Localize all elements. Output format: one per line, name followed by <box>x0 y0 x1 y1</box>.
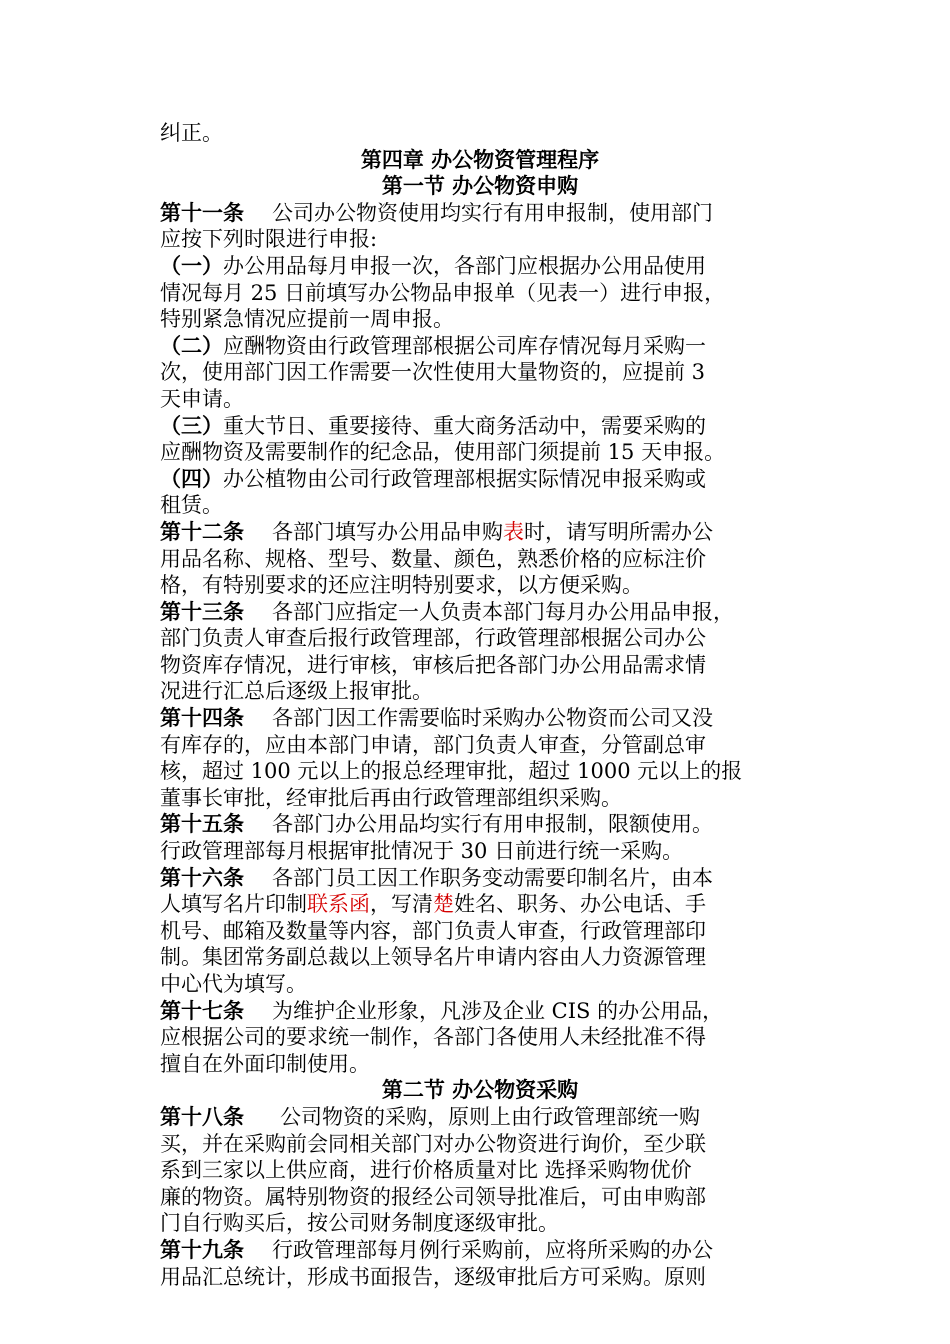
text-line: 中心代为填写。 <box>160 972 307 996</box>
text-line: 门自行购买后，按公司财务制度逐级审批。 <box>160 1211 559 1236</box>
text-line: 纠正。 <box>160 121 223 145</box>
item-4: （四）办公植物由公司行政管理部根据实际情况申报采购或 <box>160 465 706 491</box>
article-18: 第十八条 公司物资的采购，原则上由行政管理部统一购 <box>160 1103 700 1129</box>
article-13: 第十三条 各部门应指定一人负责本部门每月办公用品申报， <box>160 598 734 624</box>
text-line: 物资库存情况，进行审核，审核后把各部门办公用品需求情 <box>160 652 706 677</box>
article-12: 第十二条 各部门填写办公用品申购表时，请写明所需办公 <box>160 518 713 544</box>
text-line: 情况每月 25 日前填写办公物品申报单（见表一）进行申报， <box>160 280 726 305</box>
chapter-heading: 第四章 办公物资管理程序 <box>360 146 600 172</box>
text-line: 人填写名片印制联系函，写清楚姓名、职务、办公电话、手 <box>160 892 706 917</box>
article-label: 第十七条 <box>160 997 244 1023</box>
article-label: 第十三条 <box>160 598 244 624</box>
item-label: （二） <box>160 332 223 358</box>
article-label: 第十二条 <box>160 518 244 544</box>
text-line: 天申请。 <box>160 386 244 411</box>
article-15: 第十五条 各部门办公用品均实行有用申报制，限额使用。 <box>160 811 713 837</box>
item-2: （二）应酬物资由行政管理部根据公司库存情况每月采购一 <box>160 332 706 358</box>
text-line: 况进行汇总后逐级上报审批。 <box>160 679 433 704</box>
article-label: 第十六条 <box>160 864 244 890</box>
text-line: 董事长审批，经审批后再由行政管理部组织采购。 <box>160 785 622 810</box>
article-19: 第十九条 行政管理部每月例行采购前，应将所采购的办公 <box>160 1236 713 1262</box>
text-line: 租赁。 <box>160 493 223 518</box>
article-11: 第十一条 公司办公物资使用均实行有用申报制，使用部门 <box>160 199 713 225</box>
text-line: 行政管理部每月根据审批情况于 30 日前进行统一采购。 <box>160 839 684 864</box>
item-3: （三）重大节日、重要接待、重大商务活动中，需要采购的 <box>160 412 706 438</box>
text-line: 格，有特别要求的还应注明特别要求，以方便采购。 <box>160 573 643 598</box>
section-heading: 第一节 办公物资申购 <box>381 173 579 199</box>
text-line: 机号、邮箱及数量等内容，部门负责人审查，行政管理部印 <box>160 918 706 943</box>
text-line: 有库存的，应由本部门申请，部门负责人审查，分管副总审 <box>160 732 706 757</box>
article-label: 第十五条 <box>160 811 244 837</box>
text-line: 用品汇总统计，形成书面报告，逐级审批后方可采购。原则 <box>160 1264 706 1289</box>
article-label: 第十八条 <box>160 1103 244 1129</box>
text-line: 应按下列时限进行申报: <box>160 227 378 252</box>
item-label: （三） <box>160 412 223 438</box>
text-line: 用品名称、规格、型号、数量、颜色，熟悉价格的应标注价 <box>160 546 706 571</box>
text-line: 买，并在采购前会同相关部门对办公物资进行询价，至少联 <box>160 1131 706 1156</box>
text-line: 应酬物资及需要制作的纪念品，使用部门须提前 15 天申报。 <box>160 440 726 465</box>
item-label: （一） <box>160 252 223 278</box>
item-label: （四） <box>160 465 223 491</box>
text-line: 核，超过 100 元以上的报总经理审批，超过 1000 元以上的报 <box>160 759 743 784</box>
text-line: 应根据公司的要求统一制作，各部门各使用人未经批准不得 <box>160 1025 706 1050</box>
highlighted-text: 联系函 <box>307 892 370 917</box>
text-line: 特别紧急情况应提前一周申报。 <box>160 307 454 332</box>
text-line: 廉的物资。属特别物资的报经公司领导批准后，可由申购部 <box>160 1184 706 1209</box>
text-line: 部门负责人审查后报行政管理部，行政管理部根据公司办公 <box>160 626 706 651</box>
document-body <box>160 120 800 1290</box>
section-heading: 第二节 办公物资采购 <box>381 1077 579 1103</box>
article-16: 第十六条 各部门员工因工作职务变动需要印制名片，由本 <box>160 864 713 890</box>
highlighted-text: 楚 <box>433 892 454 917</box>
text-line: 次，使用部门因工作需要一次性使用大量物资的，应提前 3 <box>160 360 706 385</box>
highlighted-text: 表 <box>503 519 524 544</box>
text-line: 系到三家以上供应商，进行价格质量对比 选择采购物优价 <box>160 1158 692 1183</box>
article-14: 第十四条 各部门因工作需要临时采购办公物资而公司又没 <box>160 705 713 731</box>
article-label: 第十九条 <box>160 1236 244 1262</box>
text-line: 制。集团常务副总裁以上领导名片申请内容由人力资源管理 <box>160 945 706 970</box>
article-label: 第十一条 <box>160 199 244 225</box>
text-line: 擅自在外面印制使用。 <box>160 1051 370 1076</box>
item-1: （一）办公用品每月申报一次，各部门应根据办公用品使用 <box>160 252 706 278</box>
article-17: 第十七条 为维护企业形象，凡涉及企业 CIS 的办公用品， <box>160 997 724 1023</box>
article-label: 第十四条 <box>160 705 244 731</box>
